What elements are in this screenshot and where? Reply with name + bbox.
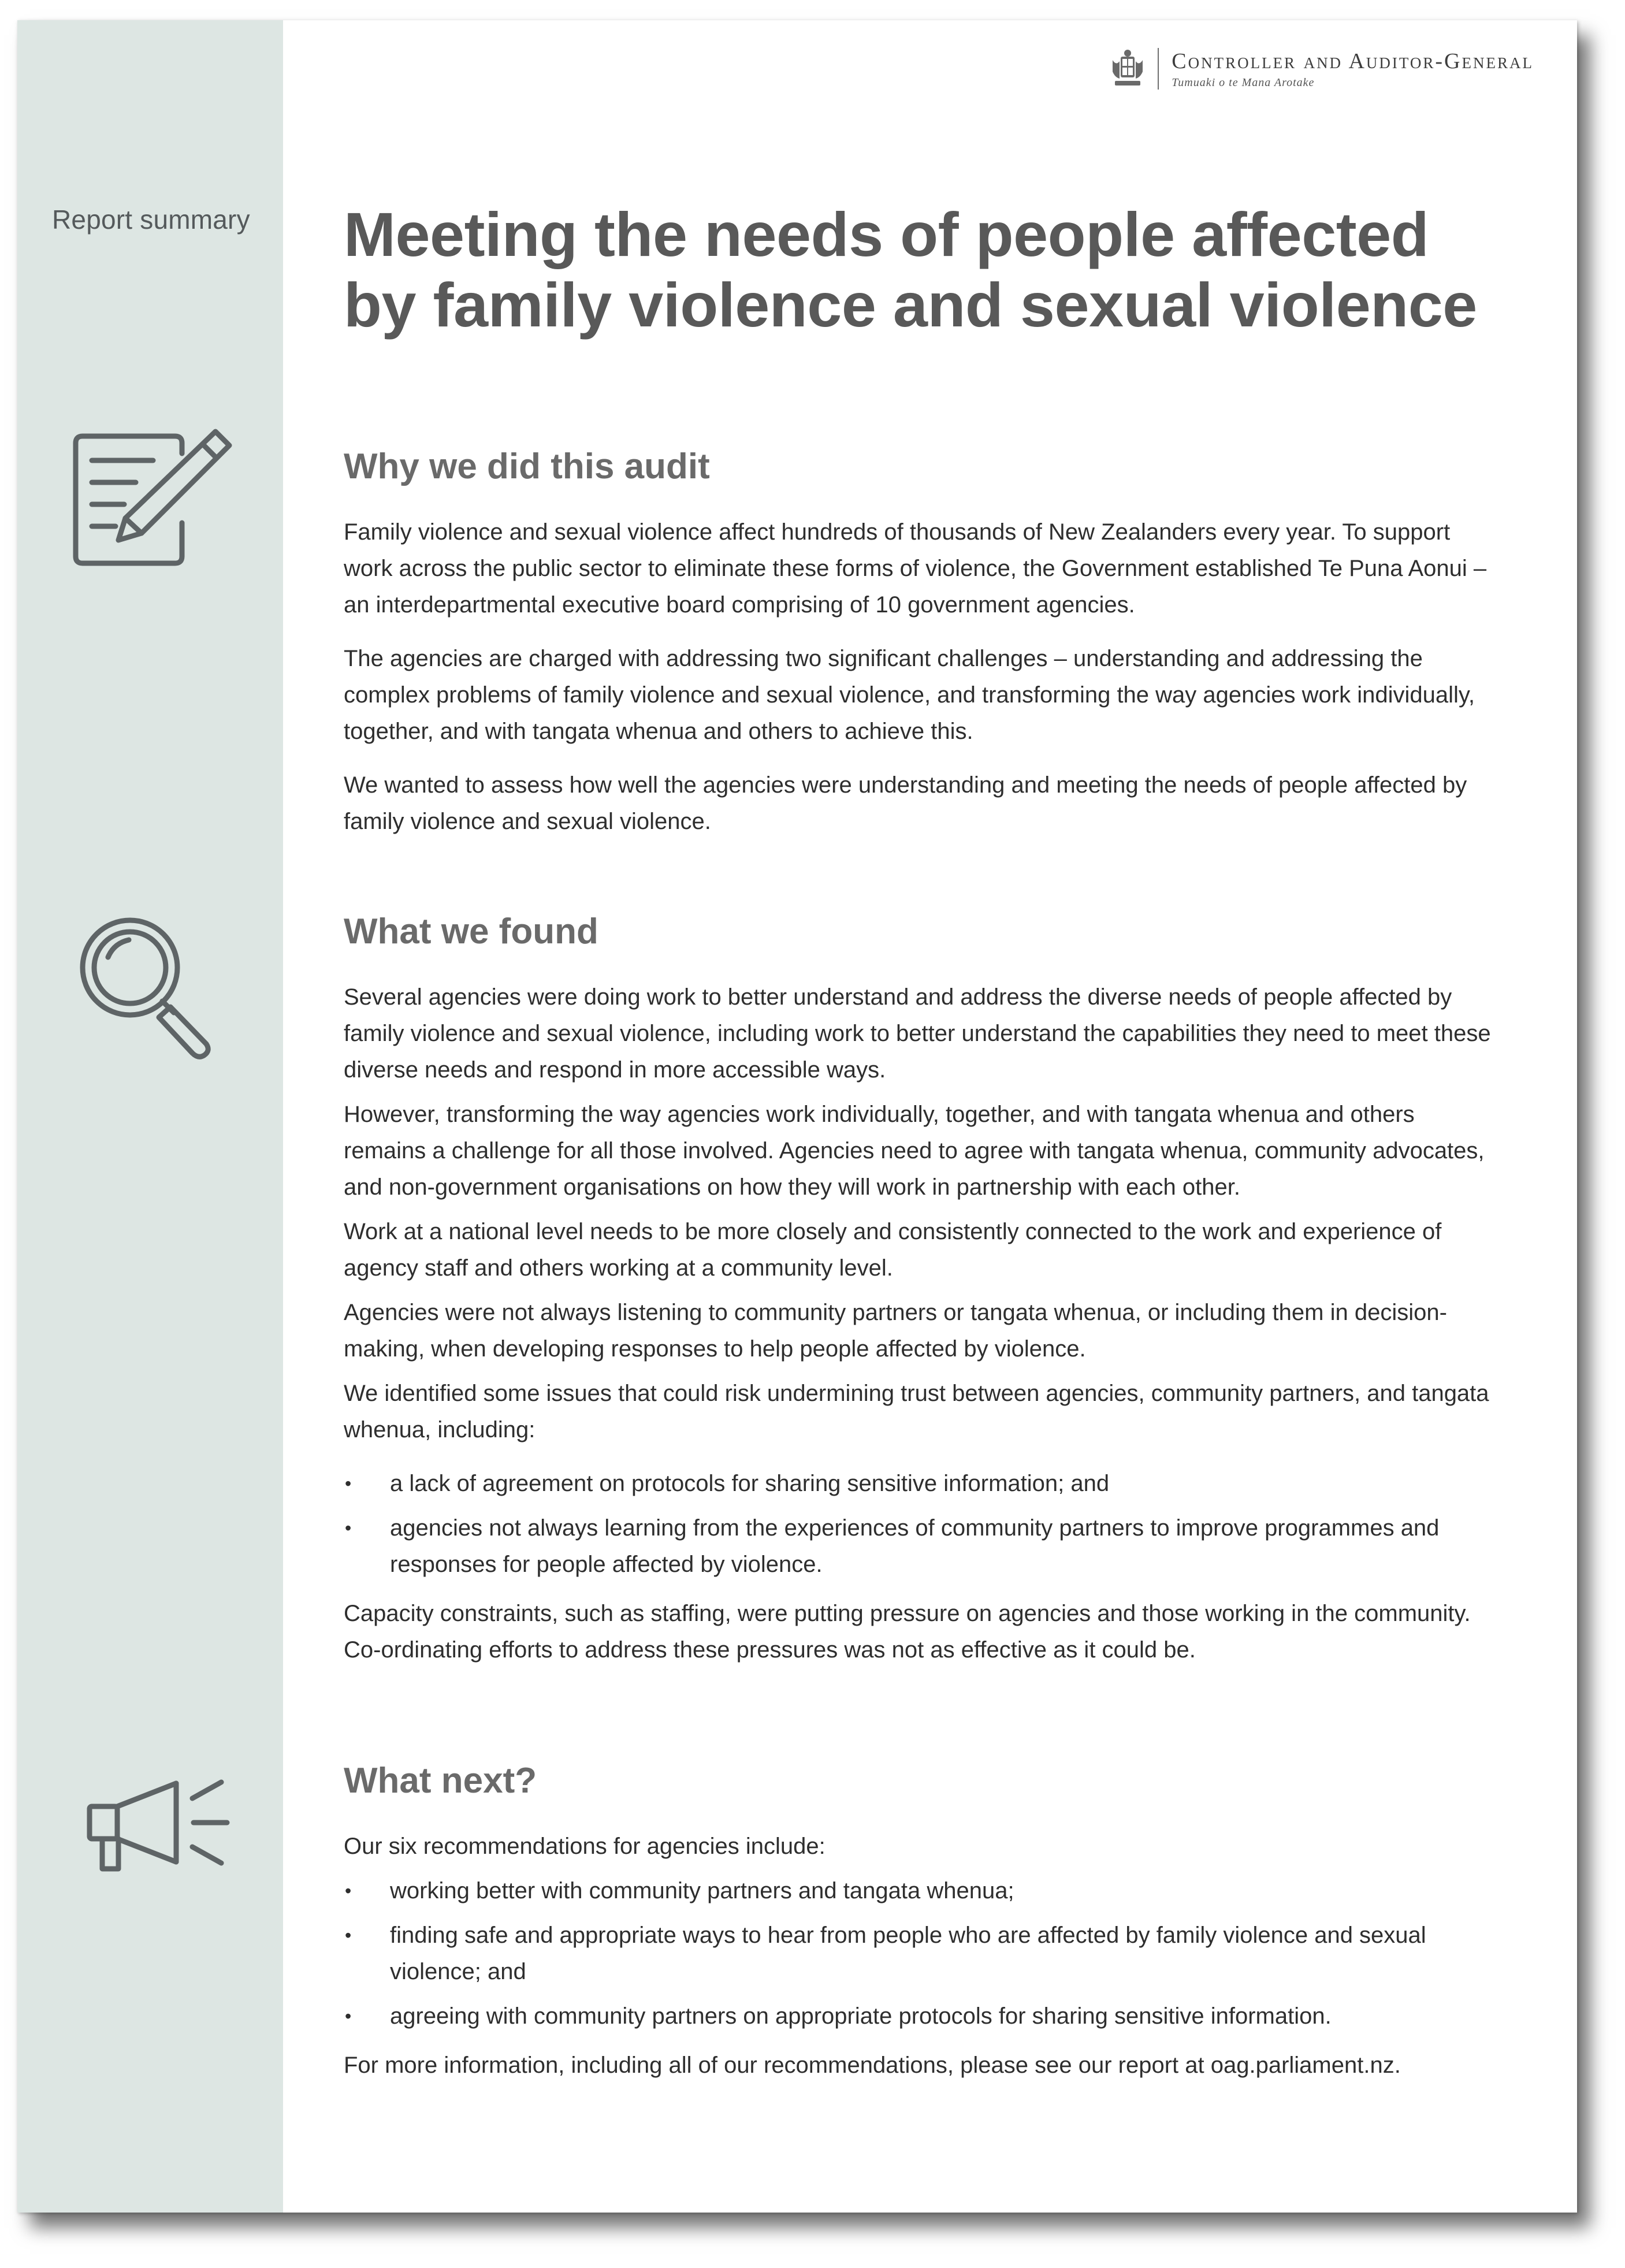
paragraph: Capacity constraints, such as staffing, were putting pressure on agencies and those working in the community. Co-ordinating efforts to address these pressures was not as effective as it could be.	[344, 1601, 1471, 1663]
logo-title: Controller and Auditor-General	[1172, 49, 1534, 73]
logo-subtitle: Tumuaki o te Mana Arotake	[1172, 76, 1315, 89]
paragraph: The agencies are charged with addressing two significant challenges – understanding and addressing the complex problems of family violence and sexual violence, and transforming the way agencies work individually, together, and with tangata whenua and others to achieve this.	[344, 646, 1475, 744]
bullet-list	[344, 1466, 1493, 1583]
section-heading-next: What next?	[344, 1761, 537, 1801]
paragraph: However, transforming the way agencies work individually, together, and with tangata whenua and others remains a challenge for all those involved. Agencies need to agree with tangata whenua, community advocates, and non-government organisations on how they will work in partnership with each other.	[344, 1102, 1485, 1200]
list-item: • finding safe and appropriate ways to hear from people who are affected by family violence and sexual violence; and	[344, 1917, 1493, 1990]
magnifying-glass-icon	[72, 910, 222, 1066]
paragraph: Several agencies were doing work to better understand and address the diverse needs of people affected by family violence and sexual violence, including work to better understand the capabilities they need to meet these diverse needs and respond in more accessible ways.	[344, 984, 1491, 1083]
paragraph: We wanted to assess how well the agencies were understanding and meeting the needs of people affected by family violence and sexual violence.	[344, 772, 1467, 834]
list-item: • agencies not always learning from the experiences of community partners to improve programmes and responses for people affected by violence.	[344, 1510, 1493, 1583]
sidebar	[17, 20, 283, 2213]
notepad-pencil-icon	[66, 425, 240, 575]
section-heading-why: Why we did this audit	[344, 447, 710, 486]
logo-text	[1172, 49, 1534, 90]
list-item: • a lack of agreement on protocols for sharing sensitive information; and	[344, 1466, 1493, 1502]
section-found	[344, 910, 1493, 1686]
logo-divider	[1158, 48, 1159, 90]
oag-logo	[1110, 48, 1534, 90]
paragraph: Family violence and sexual violence affect hundreds of thousands of New Zealanders every year. To support work across the public sector to eliminate these forms of violence, the Government established Te Puna Aonui – an interdepartmental executive board comprising of 10 government agencies.	[344, 519, 1487, 618]
paragraph: Work at a national level needs to be more closely and consistently connected to the work and experience of agency staff and others working at a community level.	[344, 1219, 1442, 1281]
page-title: Meeting the needs of people affected by family violence and sexual violence	[344, 199, 1477, 340]
section-heading-found: What we found	[344, 912, 598, 951]
section-why	[344, 445, 1493, 857]
section-next	[344, 1759, 1493, 2101]
bullet-list	[344, 1873, 1493, 2035]
report-page	[17, 20, 1577, 2213]
paragraph: Agencies were not always listening to community partners or tangata whenua, or including them in decision-making, when developing responses to help people affected by violence.	[344, 1300, 1447, 1362]
sidebar-label: Report summary	[52, 205, 250, 235]
paragraph: Our six recommendations for agencies include:	[344, 1834, 825, 1859]
paragraph: We identified some issues that could risk undermining trust between agencies, community partners, and tangata whenua, including:	[344, 1381, 1489, 1442]
list-item: • agreeing with community partners on appropriate protocols for sharing sensitive information.	[344, 1998, 1493, 2035]
paragraph: For more information, including all of our recommendations, please see our report at oag.parliament.nz.	[344, 2053, 1401, 2078]
megaphone-icon	[78, 1771, 246, 1875]
coat-of-arms-icon	[1110, 49, 1145, 89]
list-item: • working better with community partners and tangata whenua;	[344, 1873, 1493, 1909]
